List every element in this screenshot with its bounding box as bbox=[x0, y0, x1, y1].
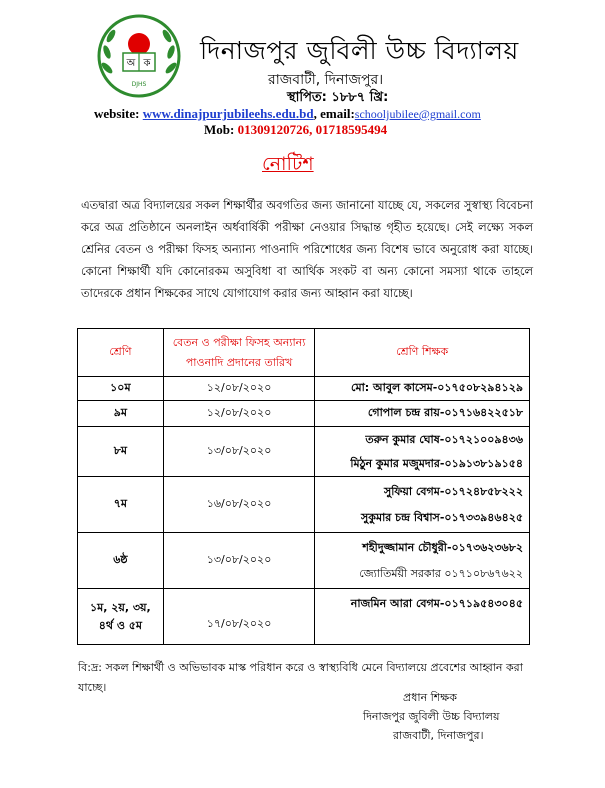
logo-letter-a: অ bbox=[126, 58, 136, 69]
footnote: বি:দ্র: সকল শিক্ষার্থী ও অভিভাবক মাস্ক পরিধান করে ও স্বাস্থ্যবিধি মেনে বিদ্যালয়ে প্রবেশের আহ্বান করা যাচ্ছে। bbox=[78, 661, 523, 694]
row-teacher bbox=[315, 427, 530, 477]
table-row bbox=[78, 589, 530, 645]
row-class: ৬ষ্ঠ bbox=[78, 533, 164, 589]
row-teacher bbox=[315, 533, 530, 589]
row-teacher bbox=[315, 589, 530, 645]
notice-body bbox=[81, 194, 533, 304]
notice-paragraph: এতদ্বারা অত্র বিদ্যালয়ের সকল শিক্ষার্থীর অবগতির জন্য জানানো যাচ্ছে যে, সকলের সুস্বাস্থ্য বিবেচনা করে অত্র প্রতিষ্ঠানে অনলাইন অর্ধবার্ষিকী পরীক্ষা নেওয়ার সিদ্ধান্ত গৃহীত হয়েছে। সেই লক্ষ্যে সকল শ্রেনির বেতন ও পরীক্ষা ফিসহ অন্যান্য পাওনাদি পরিশোধের জন্য বিশেষ ভাবে অনুরোধ করা যাচ্ছে। কোনো শিক্ষার্থী যদি কোনোরকম অসুবিধা বা আর্থিক সংকট বা অন্য কোনো সমস্যা থাকে তাহলে তাদেরকে প্রধান শিক্ষকের সাথে যোগাযোগ করার জন্য আহ্বান করা যাচ্ছে। bbox=[81, 198, 533, 300]
row-class: ১০ম bbox=[78, 377, 164, 401]
row-date: ১২/০৮/২০২০ bbox=[163, 377, 315, 401]
row-date: ১৩/০৮/২০২০ bbox=[163, 533, 315, 589]
signature-school: দিনাজপুর জুবিলী উচ্চ বিদ্যালয় bbox=[363, 710, 500, 723]
mobile-label: Mob: bbox=[204, 122, 235, 137]
table-row bbox=[78, 427, 530, 477]
school-name: দিনাজপুর জুবিলী উচ্চ বিদ্যালয় bbox=[200, 36, 519, 65]
mobile-line bbox=[204, 122, 387, 138]
table-header-row bbox=[78, 329, 530, 377]
row-class: ৯ম bbox=[78, 401, 164, 427]
teacher-name: সুফিয়া বেগম-০১৭২৪৮৫৮২২২ bbox=[383, 484, 523, 498]
founded-year: স্থাপিত: ১৮৮৭ খ্রি: bbox=[287, 90, 389, 105]
teacher-name: জ্যোতির্ময়ী সরকার ০১৭১০৮৬৭৬২২ bbox=[359, 566, 523, 580]
contact-line: website: www.dinajpurjubileehs.edu.bd, email:schooljubilee@gmail.com bbox=[94, 106, 481, 121]
website-label: website: bbox=[94, 106, 140, 121]
row-date: ১২/০৮/২০২০ bbox=[163, 401, 315, 427]
signature-address: রাজবাটী, দিনাজপুর। bbox=[393, 729, 484, 742]
row-teacher bbox=[315, 377, 530, 401]
row-teacher bbox=[315, 401, 530, 427]
header-payment-date: বেতন ও পরীক্ষা ফিসহ অন্যান্য পাওনাদি প্রদানের তারিখ bbox=[163, 329, 315, 377]
header-class-teacher: শ্রেণি শিক্ষক bbox=[315, 329, 530, 377]
row-class: ৭ম bbox=[78, 477, 164, 533]
teacher-name: শহীদুজ্জামান চৌধুরী-০১৭৩৬২৩৬৮২ bbox=[362, 540, 523, 554]
signature-title: প্রধান শিক্ষক bbox=[403, 691, 457, 704]
website-link[interactable]: www.dinajpurjubileehs.edu.bd bbox=[142, 106, 314, 121]
table-row bbox=[78, 401, 530, 427]
teacher-name: সুকুমার চন্দ্র বিশ্বাস-০১৭৩৩৯৪৬৪২৫ bbox=[361, 510, 523, 524]
mobile-numbers: 01309120726, 01718595494 bbox=[237, 122, 388, 137]
class-teacher-table bbox=[77, 328, 530, 645]
row-date: ১৬/০৮/২০২০ bbox=[163, 477, 315, 533]
row-teacher bbox=[315, 477, 530, 533]
row-class: ৮ম bbox=[78, 427, 164, 477]
header-class: শ্রেণি bbox=[78, 329, 164, 377]
row-date: ১৩/০৮/২০২০ bbox=[163, 427, 315, 477]
teacher-name: নাজমিন আরা বেগম-০১৭১৯৫৪৩০৪৫ bbox=[350, 597, 523, 610]
teacher-name: মিঠুন কুমার মজুমদার-০১৯১৩৮১৯১৫৪ bbox=[350, 456, 523, 470]
table-row bbox=[78, 477, 530, 533]
table-row bbox=[78, 533, 530, 589]
table-row bbox=[78, 377, 530, 401]
email-label: email: bbox=[320, 106, 355, 121]
logo-letter-ka: ক bbox=[143, 58, 151, 69]
row-date: ১৭/০৮/২০২০ bbox=[163, 589, 315, 645]
row-class: ১ম, ২য়, ৩য়, ৪র্থ ও ৫ম bbox=[78, 589, 164, 645]
teacher-name: গোপাল চন্দ্র রায়-০১৭১৬৪২২৫১৮ bbox=[367, 406, 523, 419]
teacher-name: মো: আবুল কাসেম-০১৭৫০৮২৯৪১২৯ bbox=[351, 381, 523, 394]
teacher-name: তরুন কুমার ঘোষ-০১৭২১০০৯৪৩৬ bbox=[365, 432, 523, 446]
school-logo bbox=[97, 14, 181, 98]
school-address: রাজবাটী, দিনাজপুর। bbox=[268, 72, 384, 88]
logo-abbr: DJHS bbox=[131, 81, 147, 88]
notice-title: নোটিশ bbox=[262, 153, 314, 175]
email-link[interactable]: schooljubilee@gmail.com bbox=[354, 107, 481, 121]
